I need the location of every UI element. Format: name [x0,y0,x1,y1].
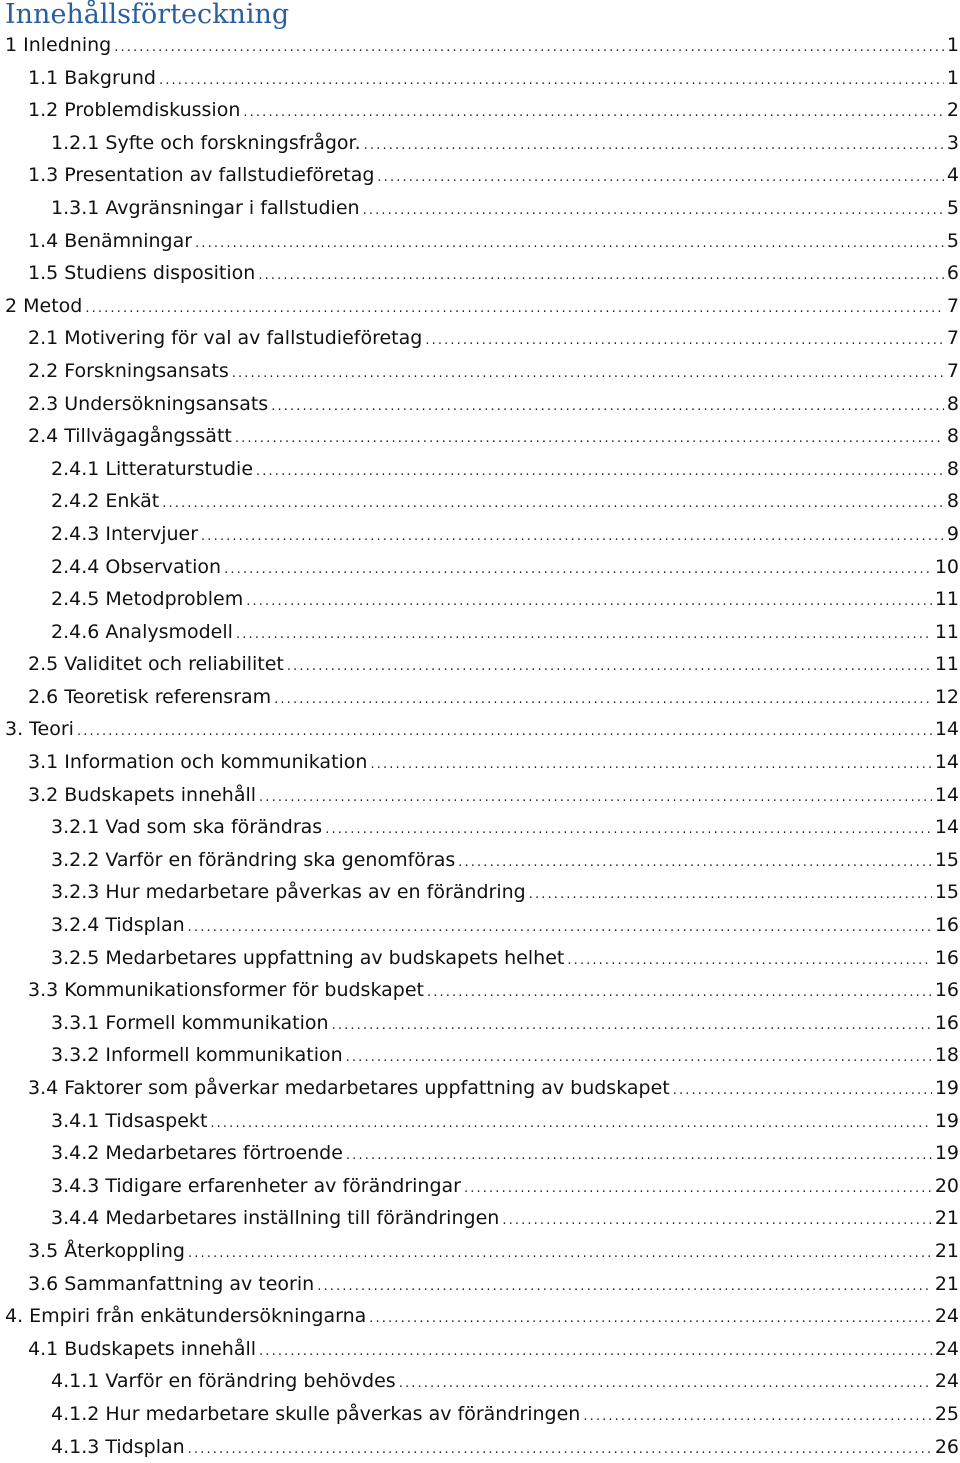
toc-entry[interactable] [0,485,960,518]
toc-entry[interactable] [0,1039,960,1072]
toc-entry[interactable] [0,159,960,192]
toc-entry[interactable] [0,388,960,421]
toc-entry[interactable] [0,29,960,62]
toc-entry-page-number: 24 [934,1337,959,1360]
dot-leader [529,879,932,909]
toc-entry[interactable] [0,779,960,812]
dot-leader [274,684,932,714]
toc-entry-title: 3.2.3 Hur medarbetare påverkas av en förändring [51,881,526,904]
table-of-contents [0,29,960,1463]
dot-leader [77,716,932,746]
toc-entry-page-number: 9 [946,522,959,545]
dot-leader [259,1336,932,1366]
toc-entry-title: 2.4.4 Observation [51,555,222,578]
toc-entry-page-number: 14 [934,751,959,774]
dot-leader [673,1075,932,1105]
dot-leader [370,749,931,779]
dot-leader [425,325,944,355]
toc-entry-page-number: 16 [934,979,959,1002]
toc-entry-page-number: 14 [934,718,959,741]
toc-entry-page-number: 8 [946,457,959,480]
toc-entry-title: 2.4.6 Analysmodell [51,620,233,643]
toc-entry-title: 3.2.5 Medarbetares uppfattning av budskapets helhet [51,946,565,969]
toc-entry-title: 2 Metod [5,294,83,317]
toc-entry-page-number: 10 [934,555,959,578]
toc-entry[interactable] [0,62,960,95]
toc-entry-title: 3.2.1 Vad som ska förändras [51,816,323,839]
toc-entry[interactable] [0,811,960,844]
toc-entry-title: 4.1.2 Hur medarbetare skulle påverkas av förändringen [51,1402,581,1425]
toc-entry-page-number: 7 [946,294,959,317]
dot-leader [162,488,944,518]
toc-entry-title: 3. Teori [5,718,74,741]
toc-entry-title: 3.4.4 Medarbetares inställning till förändringen [51,1207,500,1230]
toc-entry[interactable] [0,1365,960,1398]
toc-entry-page-number: 24 [934,1305,959,1328]
toc-entry-page-number: 16 [934,1011,959,1034]
dot-leader [188,1434,932,1463]
toc-entry[interactable] [0,942,960,975]
dot-leader [243,97,944,127]
toc-entry-page-number: 11 [934,653,959,676]
dot-leader [236,619,932,649]
toc-entry-title: 1.3.1 Avgränsningar i fallstudien [51,196,360,219]
toc-entry[interactable] [0,648,960,681]
toc-entry-page-number: 15 [934,881,959,904]
toc-entry[interactable] [0,1398,960,1431]
toc-entry[interactable] [0,355,960,388]
toc-entry-page-number: 25 [934,1402,959,1425]
toc-entry-page-number: 5 [946,196,959,219]
toc-entry-page-number: 5 [946,229,959,252]
toc-entry-title: 2.2 Forskningsansats [28,359,229,382]
toc-entry-title: 1.4 Benämningar [28,229,193,252]
toc-entry-page-number: 16 [934,914,959,937]
toc-entry[interactable] [0,1300,960,1333]
toc-entry-page-number: 18 [934,1044,959,1067]
dot-leader [332,1010,932,1040]
toc-entry[interactable] [0,1268,960,1301]
toc-entry-page-number: 8 [946,392,959,415]
toc-entry-title: 2.4.2 Enkät [51,490,160,513]
toc-entry-page-number: 4 [946,164,959,187]
toc-entry-page-number: 21 [934,1272,959,1295]
toc-entry[interactable] [0,681,960,714]
toc-entry-page-number: 6 [946,262,959,285]
toc-entry[interactable] [0,127,960,160]
dot-leader [210,1108,931,1138]
toc-entry-title: 1.2.1 Syfte och forskningsfrågor. [51,131,361,154]
toc-entry-page-number: 21 [934,1207,959,1230]
toc-entry-page-number: 21 [934,1239,959,1262]
dot-leader [325,814,932,844]
dot-leader [567,945,931,975]
toc-entry[interactable] [0,1170,960,1203]
toc-entry-page-number: 1 [946,34,959,56]
toc-entry[interactable] [0,1333,960,1366]
dot-leader [258,260,944,290]
toc-entry-page-number: 11 [934,620,959,643]
toc-entry-page-number: 19 [934,1109,959,1132]
dot-leader [502,1205,932,1235]
toc-entry-title: 3.1 Information och kommunikation [28,751,368,774]
toc-entry[interactable] [0,225,960,258]
toc-entry[interactable] [0,616,960,649]
dot-leader [458,847,932,877]
toc-entry[interactable] [0,1137,960,1170]
toc-entry-page-number: 8 [946,425,959,448]
toc-entry[interactable] [0,453,960,486]
toc-entry[interactable] [0,1072,960,1105]
toc-entry[interactable] [0,551,960,584]
dot-leader [287,651,932,681]
toc-entry-title: 4.1.1 Varför en förändring behövdes [51,1370,396,1393]
toc-entry-page-number: 2 [946,99,959,122]
toc-entry-title: 1.1 Bakgrund [28,66,156,89]
dot-leader [159,65,944,95]
toc-entry-title: 2.1 Motivering för val av fallstudieföretag [28,327,423,350]
toc-entry-title: 3.2.2 Varför en förändring ska genomföras [51,848,456,871]
dot-leader [195,228,944,258]
dot-leader [583,1401,932,1431]
dot-leader [377,162,943,192]
toc-entry-title: 2.5 Validitet och reliabilitet [28,653,284,676]
toc-entry[interactable] [0,1007,960,1040]
dot-leader [317,1271,932,1301]
dot-leader [256,456,944,486]
toc-entry-title: 2.4 Tillvägagångssätt [28,425,232,448]
dot-leader [235,423,944,453]
toc-entry[interactable] [0,713,960,746]
toc-entry-title: 2.4.3 Intervjuer [51,522,199,545]
dot-leader [346,1140,932,1170]
dot-leader [246,586,932,616]
toc-entry[interactable] [0,583,960,616]
dot-leader [271,391,944,421]
toc-entry-page-number: 7 [946,327,959,350]
toc-entry-title: 2.3 Undersökningsansats [28,392,269,415]
toc-entry[interactable] [0,518,960,551]
toc-entry-page-number: 19 [934,1077,959,1099]
toc-title: Innehållsförteckning [5,0,290,30]
toc-entry[interactable] [0,746,960,779]
dot-leader [188,1238,932,1268]
toc-entry[interactable] [0,257,960,290]
toc-entry-title: 3.5 Återkoppling [28,1239,185,1262]
toc-entry-page-number: 16 [934,946,959,969]
toc-entry[interactable] [0,94,960,127]
toc-entry-title: 3.3.2 Informell kommunikation [51,1044,343,1067]
dot-leader [346,1042,932,1072]
toc-entry-title: 3.4.1 Tidsaspekt [51,1109,208,1132]
toc-entry-page-number: 24 [934,1370,959,1393]
toc-entry[interactable] [0,1235,960,1268]
toc-entry[interactable] [0,322,960,355]
toc-entry-page-number: 1 [946,66,959,89]
toc-entry[interactable] [0,1202,960,1235]
toc-entry-title: 3.3.1 Formell kommunikation [51,1011,329,1034]
toc-entry-title: 1.5 Studiens disposition [28,262,256,285]
toc-entry-page-number: 12 [934,685,959,708]
dot-leader [201,521,944,551]
toc-entry[interactable] [0,192,960,225]
toc-entry-page-number: 14 [934,783,959,806]
toc-entry[interactable] [0,1105,960,1138]
dot-leader [369,1303,932,1333]
dot-leader [399,1368,932,1398]
toc-entry[interactable] [0,290,960,323]
toc-entry-page-number: 15 [934,848,959,871]
toc-entry-page-number: 11 [934,588,959,611]
toc-entry[interactable] [0,1431,960,1463]
toc-entry-title: 3.2.4 Tidsplan [51,914,185,937]
toc-entry-title: 3.4.3 Tidigare erfarenheter av förändringar [51,1174,461,1197]
dot-leader [85,293,944,323]
toc-entry-title: 4.1.3 Tidsplan [51,1435,185,1458]
dot-leader [188,912,932,942]
toc-entry-title: 1.2 Problemdiskussion [28,99,241,122]
toc-entry[interactable] [0,420,960,453]
toc-entry-title: 3.2 Budskapets innehåll [28,783,257,806]
toc-entry-title: 1.3 Presentation av fallstudieföretag [28,164,375,187]
toc-entry-title: 3.4 Faktorer som påverkar medarbetares uppfattning av budskapet [28,1077,670,1099]
toc-entry-title: 2.4.5 Metodproblem [51,588,244,611]
toc-entry-title: 3.6 Sammanfattning av teorin [28,1272,315,1295]
dot-leader [114,32,944,62]
toc-entry-page-number: 3 [946,131,959,154]
dot-leader [259,782,932,812]
toc-entry[interactable] [0,876,960,909]
toc-entry-title: 2.6 Teoretisk referensram [28,685,272,708]
dot-leader [224,554,932,584]
toc-entry-title: 3.3 Kommunikationsformer för budskapet [28,979,424,1002]
dot-leader [363,195,944,225]
dot-leader [364,130,944,160]
toc-entry-title: 4.1 Budskapets innehåll [28,1337,257,1360]
toc-entry-page-number: 7 [946,359,959,382]
toc-entry-title: 3.4.2 Medarbetares förtroende [51,1142,343,1165]
toc-entry-page-number: 8 [946,490,959,513]
toc-entry[interactable] [0,974,960,1007]
toc-entry-title: 2.4.1 Litteraturstudie [51,457,254,480]
toc-entry-title: 4. Empiri från enkätundersökningarna [5,1305,367,1328]
toc-entry-page-number: 14 [934,816,959,839]
toc-entry-page-number: 26 [934,1435,959,1458]
dot-leader [232,358,944,388]
toc-entry[interactable] [0,909,960,942]
toc-entry[interactable] [0,844,960,877]
toc-entry-page-number: 20 [934,1174,959,1197]
dot-leader [427,977,932,1007]
dot-leader [464,1173,932,1203]
toc-entry-page-number: 19 [934,1142,959,1165]
toc-entry-title: 1 Inledning [5,34,112,56]
